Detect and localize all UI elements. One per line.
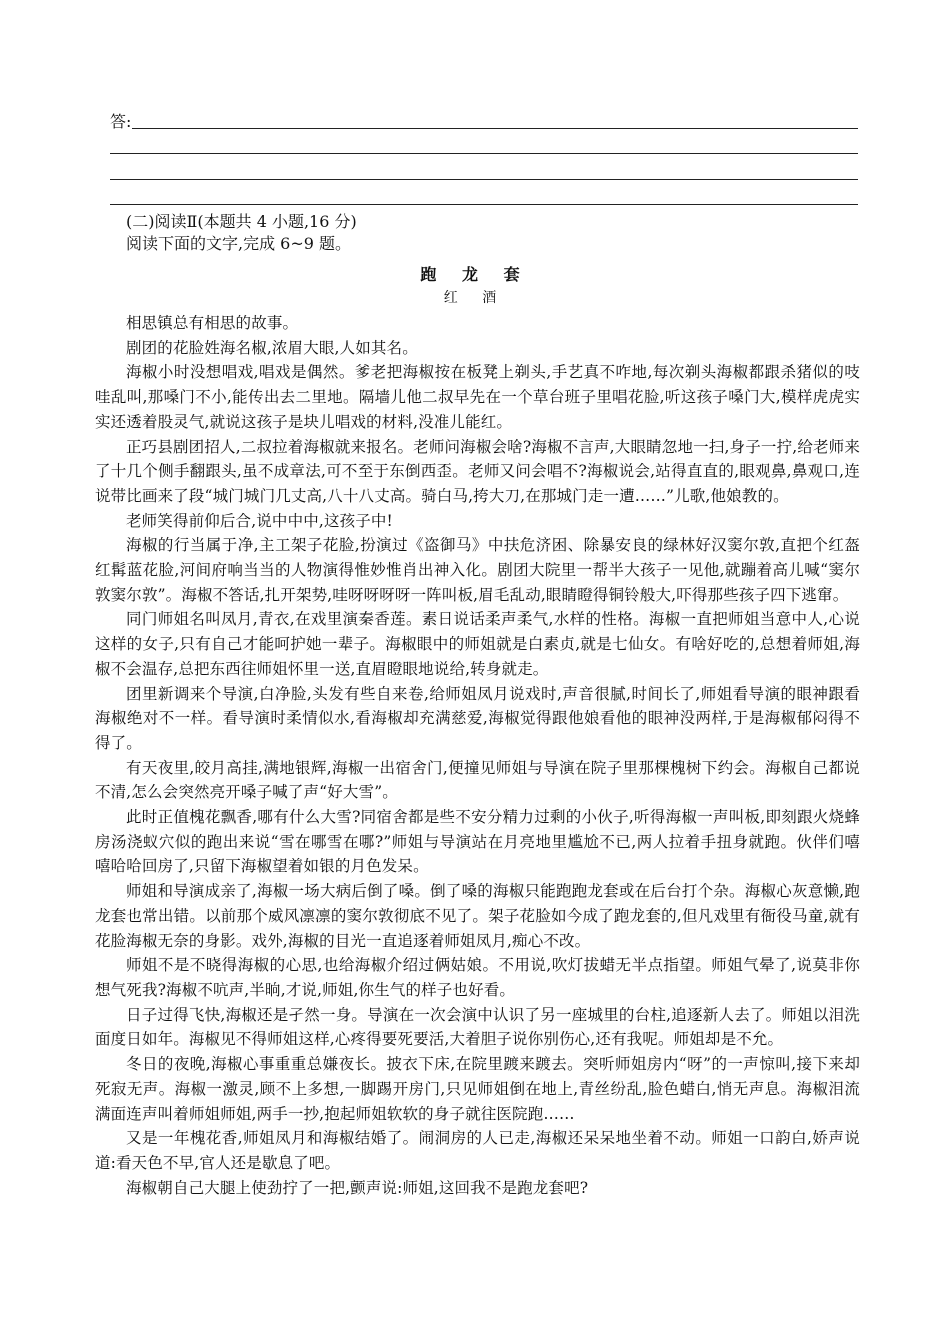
paragraph: 此时正值槐花飘香,哪有什么大雪?同宿舍都是些不安分精力过剩的小伙子,听得海椒一声叫板,即刻跟火烧蜂房汤浇蚁穴似的跑出来说“雪在哪雪在哪?”师姐与导演站在月亮地里尴尬不已,两人拉着手扭身就跑。伙伴们嘻嘻哈哈回房了,只留下海椒望着如银的月色发呆。 <box>95 808 860 876</box>
section-heading: (二)阅读Ⅱ(本题共 4 小题,16 分) <box>126 212 357 231</box>
paragraph: 冬日的夜晚,海椒心事重重总嫌夜长。披衣下床,在院里踱来踱去。突听师姐房内“呀”的一声惊叫,接下来却死寂无声。海椒一激灵,顾不上多想,一脚踢开房门,只见师姐倒在地上,青丝纷乱,脸色蜡白,悄无声息。海椒泪流满面连声叫着师姐师姐,两手一抄,抱起师姐软软的身子就往医院跑…… <box>95 1055 860 1123</box>
article-body <box>95 311 860 1200</box>
paragraph: 日子过得飞快,海椒还是孑然一身。导演在一次会演中认识了另一座城里的台柱,追逐新人去了。师姐以泪洗面度日如年。海椒见不得师姐这样,心疼得要死要活,大着胆子说你别伤心,还有我呢。师姐却是不允。 <box>95 1005 860 1049</box>
answer-line <box>110 204 858 205</box>
section-instruction: 阅读下面的文字,完成 6~9 题。 <box>126 234 352 253</box>
paragraph: 团里新调来个导演,白净脸,头发有些自来卷,给师姐凤月说戏时,声音很腻,时间长了,师姐看导演的眼神跟看海椒绝对不一样。看导演时柔情似水,看海椒却充满慈爱,海椒觉得跟他娘看他的眼神没两样,于是海椒郁闷得不得了。 <box>95 684 860 752</box>
answer-label: 答: <box>110 112 132 131</box>
paragraph: 有天夜里,皎月高挂,满地银辉,海椒一出宿舍门,便撞见师姐与导演在院子里那棵槐树下约会。海椒自己都说不清,怎么会突然亮开嗓子喊了声“好大雪”。 <box>95 758 860 802</box>
answer-line <box>132 128 858 129</box>
paragraph: 海椒朝自己大腿上使劲拧了一把,颤声说:师姐,这回我不是跑龙套吧? <box>126 1178 589 1197</box>
paragraph: 又是一年槐花香,师姐凤月和海椒结婚了。闹洞房的人已走,海椒还呆呆地坐着不动。师姐一口韵白,娇声说道:看天色不早,官人还是歇息了吧。 <box>95 1129 860 1172</box>
paragraph: 同门师姐名叫凤月,青衣,在戏里演秦香莲。素日说话柔声柔气,水样的性格。海椒一直把师姐当意中人,心说这样的女子,只有自己才能呵护她一辈子。海椒眼中的师姐就是白素贞,就是七仙女。有啥好吃的,总想着师姐,海椒不会温存,总把东西往师姐怀里一送,直眉瞪眼地说给,转身就走。 <box>95 610 860 678</box>
paragraph: 海椒小时没想唱戏,唱戏是偶然。爹老把海椒按在板凳上剃头,手艺真不咋地,每次剃头海椒都跟杀猪似的吱哇乱叫,那嗓门不小,能传出去二里地。隔墙儿他二叔早先在一个草台班子里唱花脸,听这孩子嗓门大,模样虎虎实实还透着股灵气,就说这孩子是块儿唱戏的材料,没准儿能红。 <box>95 363 860 431</box>
paragraph: 剧团的花脸姓海名椒,浓眉大眼,人如其名。 <box>126 338 418 357</box>
answer-line <box>110 179 858 180</box>
paragraph: 师姐不是不晓得海椒的心思,也给海椒介绍过俩姑娘。不用说,吹灯拔蜡无半点指望。师姐气晕了,说莫非你想气死我?海椒不吭声,半晌,才说,师姐,你生气的样子也好看。 <box>95 956 860 999</box>
article-title: 跑 龙 套 <box>420 265 530 284</box>
paragraph: 老师笑得前仰后合,说中中中,这孩子中! <box>126 511 393 530</box>
paragraph: 相思镇总有相思的故事。 <box>126 314 299 332</box>
paragraph: 海椒的行当属于净,主工架子花脸,扮演过《盗御马》中扶危济困、除暴安良的绿林好汉窦尔敦,直把个红盔红髯蓝花脸,河间府响当当的人物演得惟妙惟肖出神入化。剧团大院里一帮半大孩子一见他,就蹦着高儿喊“窦尔敦窦尔敦”。海椒不答话,扎开架势,哇呀呀呀呀一阵叫板,眉毛乱动,眼睛瞪得铜铃般大,吓得那些孩子四下逃窜。 <box>95 536 860 604</box>
article-author: 红 酒 <box>443 290 507 306</box>
paragraph: 师姐和导演成亲了,海椒一场大病后倒了嗓。倒了嗓的海椒只能跑跑龙套或在后台打个杂。海椒心灰意懒,跑龙套也常出错。以前那个威风凛凛的窦尔敦彻底不见了。架子花脸如今成了跑龙套的,但凡戏里有衙役马童,就有花脸海椒无奈的身影。戏外,海椒的目光一直追逐着师姐凤月,痴心不改。 <box>95 882 860 950</box>
answer-line <box>110 153 858 154</box>
paragraph: 正巧县剧团招人,二叔拉着海椒就来报名。老师问海椒会啥?海椒不言声,大眼睛忽地一扫,身子一拧,给老师来了十几个侧手翻跟头,虽不成章法,可不至于东倒西歪。老师又问会唱不?海椒说会,站得直直的,眼观鼻,鼻观口,连说带比画来了段“城门城门几丈高,八十八丈高。骑白马,挎大刀,在那城门走一遭……”儿歌,他娘教的。 <box>95 437 860 505</box>
